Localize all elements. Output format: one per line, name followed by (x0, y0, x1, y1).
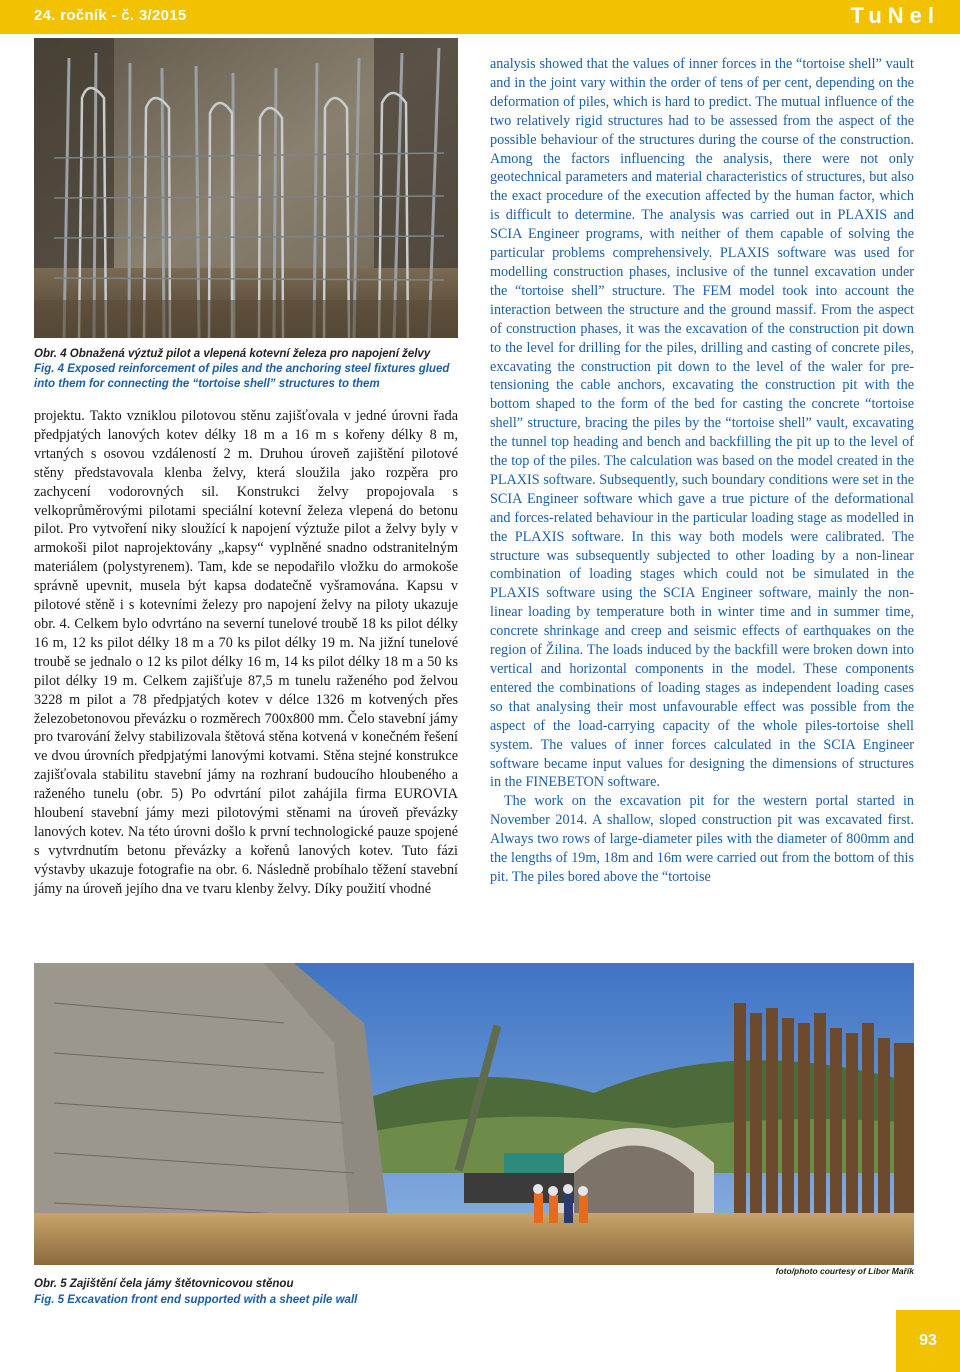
figure-4-caption (34, 347, 458, 392)
figure-5-caption-en: Fig. 5 Excavation front end supported with a sheet pile wall (34, 1294, 358, 1306)
header-bar (0, 0, 960, 34)
photo-credit: foto/photo courtesy of Libor Mařík (775, 1266, 914, 1276)
issue-label: 24. ročník - č. 3/2015 (34, 7, 187, 24)
figure-5-caption (34, 1276, 594, 1308)
right-paragraph-1: analysis showed that the values of inner forces in the “tortoise shell” vault and in the joint vary within the order of tens of per cent, depending on the deformation of piles, which is hard to predict. The mutual influence of the two relatively rigid structures had to be assessed from the aspect of the possible behaviour of the structures during the course of the construction. Among the factors influencing the analysis, there were not only geotechnical parameters and material characteristics of structures, but also the exact procedure of the execution affected by the human factor, which is difficult to determine. The analysis was carried out in PLAXIS and SCIA Engineer programs, with neither of them capable of solving the particular problems comprehensively. PLAXIS software was used for modelling construction phases, inclusive of the tunnel excavation under the “tortoise shell” structure. The FEM model took into account the interaction between the structure and the ground massif. From the aspect of construction phases, it was the excavation of the construction pit down to the level for drilling for the piles, drilling and casting of concrete piles, excavating the construction pit down to the level of the waler for pre-tensioning the cable anchors, excavating the construction pit with the bottom shaped to the form of the bed for casting the concrete “tortoise shell” structure, bracing the piles by the “tortoise shell” vault, excavating the tunnel top heading and bench and backfilling the pit up to the level of the top of the piles. The calculation was based on the model created in the PLAXIS software. Subsequently, such boundary conditions were set in the SCIA Engineer software which gave a true picture of the deformational and forces-related behaviour in the particular loading stage as modelled in the PLAXIS software. In this way both models were calibrated. The structure was subsequently subjected to other loading by a non-linear combination of loading stages which could not be simulated in the PLAXIS software using the SCIA Engineer software, mainly the non-linear loading by temperature both in winter time and in summer time, concrete shrinkage and creep and seismic effects of earthquakes on the region of Žilina. The loads induced by the backfill were broken down into vertical and horizontal components in the model. These components entered the combinations of loading stages as independent loading cases so that analysing their most unfavourable effect was possible from the aspect of the load-carrying capacity of the whole piles-tortoise shell system. The values of inner forces calculated in the SCIA Engineer software became input values for designing the dimensions of structures in the FINEBETON software. (490, 56, 914, 791)
right-column-text (490, 55, 914, 887)
figure-5-caption-cz: Obr. 5 Zajištění čela jámy štětovnicovou stěnou (34, 1278, 294, 1290)
right-paragraph-2: The work on the excavation pit for the western portal started in November 2014. A shallow, sloped construction pit was excavated first. Always two rows of large-diameter piles with the diameter of 800mm and the lengths of 19m, 18m and 16m were carried out from the bottom of this pit. The piles bored above the “tortoise (490, 793, 914, 885)
figure-5-photo (34, 963, 914, 1265)
journal-logo: TuNel (850, 3, 940, 28)
figure-4-caption-en: Fig. 4 Exposed reinforcement of piles and the anchoring steel fixtures glued into them for connecting the “tortoise shell” structures to them (34, 363, 450, 390)
left-paragraph-1: projektu. Takto vzniklou pilotovou stěnu zajišťovala v jedné úrovni řada předpjatých lanových kotev délky 18 m a 16 m s kořeny délky 8 m, vrtaných s osovou vzdáleností 2 m. Druhou úroveň zajištění pilotové stěny představovala klenba želvy, která sloužila jako rozpěra pro zachycení vodorovných sil. Konstrukci želvy propojovala s velkoprůměrovými pilotami speciální kotevní železa vlepená do betonu pilot. Pro vytvoření niky sloužící k napojení výztuže pilot a želvy byly v armokoši pilot naprojektovány „kapsy“ vyplněné snadno odstranitelným materiálem (polystyrenem). Tam, kde se nepodařilo vložku do armokoše správně upevnit, musela být kapsa dodatečně vyšramována. Kapsu v pilotové stěně i s kotevními železy pro napojení želvy na piloty ukazuje obr. 4. Celkem bylo odvrtáno na severní tunelové troubě 18 ks pilot délky 16 m, 12 ks pilot délky 18 m a 70 ks pilot délky 19 m. Na jižní tunelové troubě se jednalo o 12 ks pilot délky 16 m, 14 ks pilot délky 18 m a 50 ks pilot délky 19 m. Celkem zajišťuje 87,5 m tunelu raženého pod želvou 3228 m pilot a 78 předpjatých kotev v délce 1326 m kotvených přes železobetonovou převázku o rozměrech 700x800 mm. Čelo stavební jámy pro tvarování želvy stabilizovala štětová stěna kotvená v konečném řešení ve dvou úrovních předpjatými lanovými kotvami. Stěna stejné konstrukce zajišťovala stabilitu stavební jámy na rozhraní budoucího hloubeného a raženého tunelu (obr. 5) Po odvrtání pilot zahájila firma EUROVIA hloubení stavební jámy mezi pilotovými stěnami na úroveň převázky lanových kotev. Na této úrovni došlo k první technologické pauze spojené s vytvrdnutím betonu převázky a kořenů lanových kotev. Tuto fázi výstavby ukazuje fotografie na obr. 6. Následně probíhalo těžení stavební jámy na úroveň jejího dna ve tvaru klenby želvy. Díky použití vhodné (34, 408, 458, 897)
page-number: 93 (896, 1310, 960, 1372)
figure-4-photo (34, 38, 458, 338)
figure-4-caption-cz: Obr. 4 Obnažená výztuž pilot a vlepená kotevní železa pro napojení želvy (34, 348, 431, 360)
left-column-text (34, 407, 458, 899)
